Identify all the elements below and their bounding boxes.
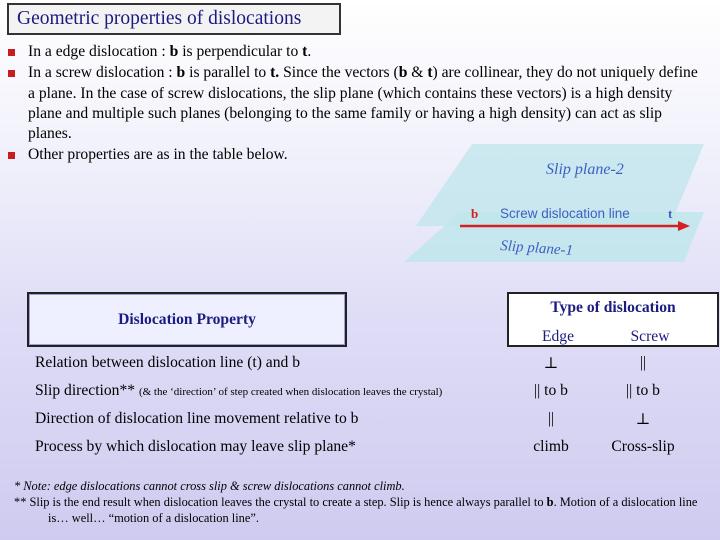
edge-value: || to b [534, 382, 568, 399]
bullet-text: & [407, 64, 428, 82]
screw-value: Cross-slip [611, 438, 675, 455]
property-header: Dislocation Property [118, 310, 256, 328]
col-edge-header: Edge [541, 328, 575, 345]
slip-plane-2-label: Slip plane-2 [546, 161, 624, 178]
bullet-square-icon [8, 49, 15, 56]
table-row [27, 434, 693, 460]
row-label [35, 438, 356, 456]
slide-title: Geometric properties of dislocations [17, 8, 302, 29]
type-header-cell [507, 292, 719, 347]
slip-planes-diagram [400, 140, 710, 265]
row-label-note: (& the ‘direction’ of step created when dislocation leaves the crystal) [138, 386, 443, 398]
row-label-text: Process by which dislocation may leave slip plane* [35, 438, 356, 455]
bullet-text: t. [270, 64, 280, 82]
b-label: b [471, 206, 479, 221]
bullet-text: Since the vectors ( [279, 64, 399, 82]
row-label [35, 382, 442, 400]
bullet-text: b [169, 43, 179, 60]
property-header-cell [27, 292, 347, 347]
row-label [35, 410, 358, 428]
bullet-text: In a edge dislocation : [28, 43, 170, 60]
bullet-square-icon [8, 70, 15, 77]
bullet-text: Other properties are as in the table below. [28, 146, 288, 164]
footnote-2-text: . Motion of a dislocation line is… well… “motion of a dislocation line”. [48, 495, 698, 525]
table-row [27, 378, 693, 404]
footnote-2 [14, 494, 714, 526]
footnote-2-text: ** Slip is the end result when dislocation leaves the crystal to create a step. Slip is hence always parallel to [14, 495, 547, 509]
screw-value: ⊥ [635, 410, 651, 428]
bullet-text: t [302, 43, 308, 60]
t-label: t [668, 206, 673, 221]
slip-plane-1-label: Slip plane-1 [499, 238, 574, 260]
footnote-1: * Note: edge dislocations cannot cross slip & screw dislocations cannot climb. [14, 479, 405, 493]
bullet-text: . [307, 43, 312, 60]
bullet-text: is parallel to [185, 64, 271, 82]
footnotes [14, 478, 714, 526]
row-label-text: Slip direction** [35, 382, 139, 399]
edge-value: ⊥ [543, 354, 559, 372]
type-header: Type of dislocation [550, 299, 676, 316]
bullet-text: t [427, 64, 433, 82]
bullet-square-icon [8, 152, 15, 159]
bullet-text: In a screw dislocation : [28, 64, 177, 82]
bullet-text: ) are collinear, they do not uniquely define a plane. In the case of screw dislocations, the slip plane (which contains these vectors) is a high density plane and multiple such planes (belonging to the same family or having a high density) can act as slip planes. [28, 64, 698, 143]
screw-value: || to b [626, 382, 660, 399]
row-label-text: Relation between dislocation line (t) and b [35, 354, 301, 371]
table-row [27, 350, 693, 376]
bullet-text: is perpendicular to [178, 43, 303, 60]
col-screw-header: Screw [630, 328, 670, 345]
bullet-item [0, 63, 720, 144]
slide-title-box [7, 3, 341, 35]
footnote-2-text: b [546, 495, 554, 509]
screw-line-label: Screw dislocation line [500, 206, 630, 221]
edge-value: || [547, 410, 555, 427]
screw-value: || [639, 354, 647, 371]
edge-value: climb [533, 438, 569, 455]
bullet-text: b [176, 64, 186, 82]
row-label-text: Direction of dislocation line movement relative to b [35, 410, 359, 427]
bullet-item [0, 42, 720, 62]
bullet-text: b [398, 64, 408, 82]
row-label [35, 354, 300, 372]
table-row [27, 406, 693, 432]
